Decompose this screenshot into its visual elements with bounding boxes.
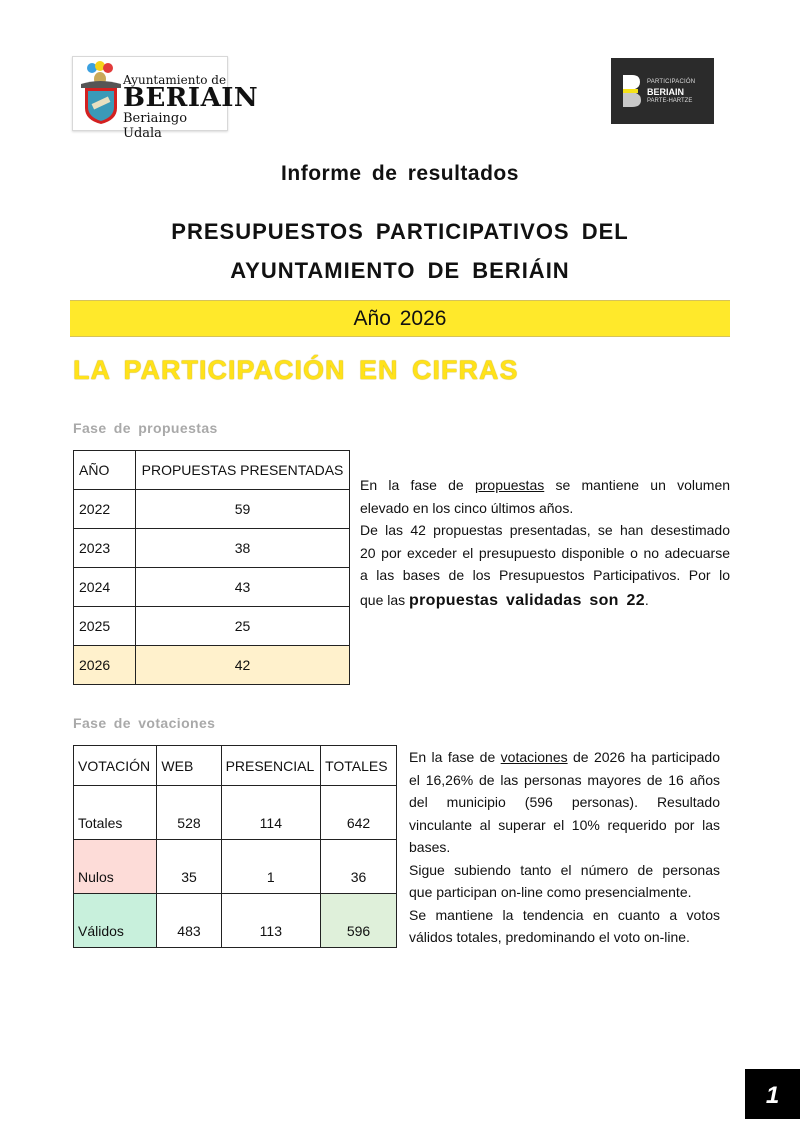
cell-count: 25 bbox=[136, 607, 350, 646]
text-line: el 16,26% de las personas mayores de 16 años bbox=[409, 771, 720, 788]
cell-totales: 642 bbox=[321, 786, 397, 840]
proposals-table bbox=[73, 450, 350, 685]
text-line: bases. bbox=[409, 839, 451, 855]
cell-count: 43 bbox=[136, 568, 350, 607]
table-row-totales bbox=[74, 786, 397, 840]
header-presencial: PRESENCIAL bbox=[221, 746, 321, 786]
text-line: que participan on-line como presencialmente. bbox=[409, 884, 692, 900]
text-line: válidos totales, predominando el voto on-line. bbox=[409, 929, 690, 945]
cell-year: 2025 bbox=[74, 607, 136, 646]
votaciones-underlined: votaciones bbox=[500, 749, 568, 765]
header-totales: TOTALES bbox=[321, 746, 397, 786]
table-header-row bbox=[74, 451, 350, 490]
main-title-line-2: AYUNTAMIENTO DE BERIÁIN bbox=[230, 258, 570, 283]
cell-year: 2022 bbox=[74, 490, 136, 529]
text-fragment: de 2026 ha participado bbox=[573, 749, 720, 765]
text-line: a las bases de los Presupuestos Participativos. Por lo bbox=[360, 567, 730, 583]
logo-text-participacion: PARTICIPACIÓN bbox=[647, 79, 696, 85]
header-votacion: VOTACIÓN bbox=[74, 746, 157, 786]
year-banner: Año 2026 bbox=[70, 300, 730, 337]
participacion-logo bbox=[611, 58, 714, 124]
page-number: 1 bbox=[745, 1069, 800, 1119]
cell-year: 2024 bbox=[74, 568, 136, 607]
cell-count: 42 bbox=[136, 646, 350, 685]
cell-presencial: 114 bbox=[221, 786, 321, 840]
table-header-row bbox=[74, 746, 397, 786]
votes-phase-heading: Fase de votaciones bbox=[73, 715, 216, 731]
cell-presencial: 113 bbox=[221, 894, 321, 948]
logo-text-parte-hartze: PARTE-HARTZE bbox=[647, 98, 693, 104]
cell-count: 59 bbox=[136, 490, 350, 529]
text-line: elevado en los cinco últimos años. bbox=[360, 499, 574, 516]
logo-text-udala: Beriaingo Udala bbox=[123, 111, 188, 141]
text-line: 20 por exceder el presupuesto disponible o no adecuarse bbox=[360, 544, 730, 561]
cell-label: Válidos bbox=[74, 894, 157, 948]
table-row-validos bbox=[74, 894, 397, 948]
text-fragment: . bbox=[644, 591, 649, 608]
cell-presencial: 1 bbox=[221, 840, 321, 894]
cell-web: 528 bbox=[157, 786, 221, 840]
cell-totales: 36 bbox=[321, 840, 397, 894]
header-web: WEB bbox=[157, 746, 221, 786]
votes-table bbox=[73, 745, 397, 948]
logo-text-beriain: BERIAIN bbox=[647, 87, 685, 97]
cell-totales: 596 bbox=[321, 894, 397, 948]
text-line: De las 42 propuestas presentadas, se han desestimado bbox=[360, 522, 730, 538]
table-row-highlighted bbox=[74, 646, 350, 685]
coat-of-arms-icon bbox=[79, 60, 123, 126]
text-fragment: En la fase de bbox=[409, 749, 496, 765]
cell-count: 38 bbox=[136, 529, 350, 568]
main-title-line-1: PRESUPUESTOS PARTICIPATIVOS DEL bbox=[171, 219, 629, 244]
cell-year: 2023 bbox=[74, 529, 136, 568]
table-row bbox=[74, 568, 350, 607]
text-line: Se mantiene la tendencia en cuanto a votos bbox=[409, 906, 720, 923]
proposals-paragraph bbox=[360, 474, 730, 612]
cell-web: 483 bbox=[157, 894, 221, 948]
text-line: vinculante al superar el 10% requerido por las bbox=[409, 816, 720, 833]
cell-label: Totales bbox=[74, 786, 157, 840]
text-fragment: se mantiene un volumen bbox=[555, 477, 731, 493]
header-year: AÑO bbox=[74, 451, 136, 490]
votes-paragraph bbox=[409, 746, 720, 949]
ayuntamiento-logo bbox=[72, 56, 259, 141]
cell-label: Nulos bbox=[74, 840, 157, 894]
text-fragment: En la fase de bbox=[360, 477, 464, 493]
validated-proposals-highlight: propuestas validadas son 22 bbox=[409, 591, 645, 609]
report-title: Informe de resultados bbox=[281, 162, 519, 185]
table-row bbox=[74, 490, 350, 529]
cell-year: 2026 bbox=[74, 646, 136, 685]
cell-web: 35 bbox=[157, 840, 221, 894]
logo-text-ayuntamiento: Ayuntamiento de bbox=[123, 73, 227, 87]
table-row bbox=[74, 529, 350, 568]
table-row-nulos bbox=[74, 840, 397, 894]
text-line: del municipio (596 personas). Resultado bbox=[409, 794, 720, 810]
header-proposals: PROPUESTAS PRESENTADAS bbox=[136, 451, 350, 490]
propuestas-underlined: propuestas bbox=[474, 477, 545, 493]
section-heading: LA PARTICIPACIÓN EN CIFRAS bbox=[73, 355, 519, 385]
logo-text-beriain: BERIAIN bbox=[123, 83, 259, 113]
text-fragment: que las bbox=[360, 591, 406, 608]
text-line: Sigue subiendo tanto el número de personas bbox=[409, 861, 720, 878]
proposals-phase-heading: Fase de propuestas bbox=[73, 420, 218, 436]
table-row bbox=[74, 607, 350, 646]
b-letter-icon bbox=[623, 75, 641, 107]
